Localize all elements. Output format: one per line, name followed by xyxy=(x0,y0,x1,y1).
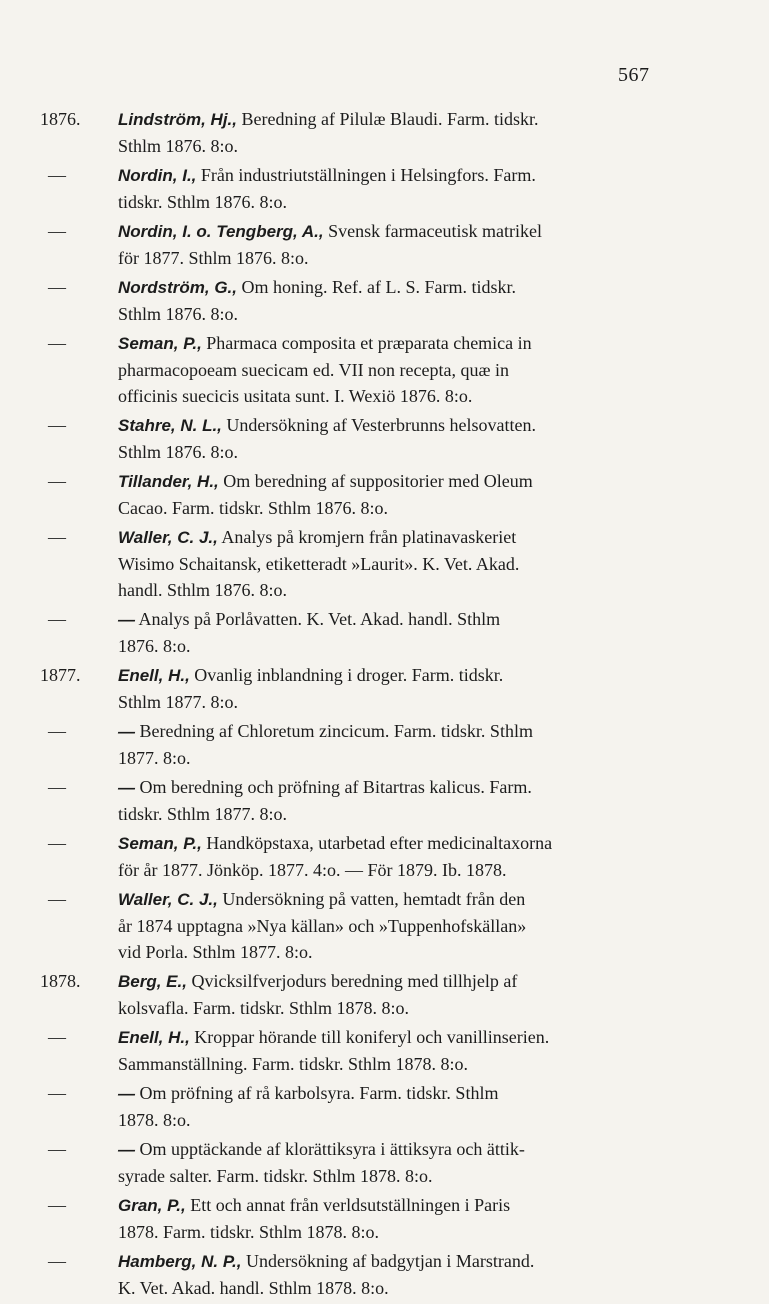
entry-author: Waller, C. J., xyxy=(118,890,218,909)
ditto-dash: — xyxy=(48,721,66,741)
bibliography-entry xyxy=(0,718,769,771)
entry-text: Om upptäckande af klorättiksyra i ättiksyra och ättik- xyxy=(139,1139,525,1159)
entry-year: 1876. xyxy=(40,109,81,129)
entry-line xyxy=(118,801,718,827)
entry-text: Om beredning af suppositorier med Oleum xyxy=(223,471,533,491)
entry-author: Lindström, Hj., xyxy=(118,110,237,129)
entry-line xyxy=(118,412,718,439)
entry-text: Undersökning på vatten, hemtadt från den xyxy=(222,889,526,909)
entry-body xyxy=(118,1080,718,1133)
entry-text: Undersökning af Vesterbrunns helsovatten. xyxy=(226,415,537,435)
entry-body xyxy=(118,1248,718,1301)
entry-line xyxy=(118,383,718,409)
entry-body xyxy=(118,606,718,659)
entry-body xyxy=(118,412,718,465)
entry-author: Seman, P., xyxy=(118,334,202,353)
entry-line xyxy=(118,718,718,745)
entry-text: Analys på kromjern från platinavaskeriet xyxy=(221,527,517,547)
entry-text: 1877. 8:o. xyxy=(118,748,191,768)
entry-line xyxy=(118,1192,718,1219)
entry-text: handl. Sthlm 1876. 8:o. xyxy=(118,580,288,600)
entry-line xyxy=(118,633,718,659)
entry-author: — xyxy=(118,1140,135,1159)
entry-line xyxy=(118,133,718,159)
entry-text: 1878. 8:o. xyxy=(118,1110,191,1130)
entry-author: Nordin, I. o. Tengberg, A., xyxy=(118,222,324,241)
entry-text: Analys på Porlåvatten. K. Vet. Akad. handl. Sthlm xyxy=(138,609,501,629)
entry-text: Svensk farmaceutisk matrikel xyxy=(328,221,543,241)
ditto-dash: — xyxy=(48,833,66,853)
entry-text: kolsvafla. Farm. tidskr. Sthlm 1878. 8:o. xyxy=(118,998,409,1018)
entry-line xyxy=(118,913,718,939)
bibliography-list xyxy=(0,106,769,1304)
entry-line xyxy=(118,995,718,1021)
entry-text: Cacao. Farm. tidskr. Sthlm 1876. 8:o. xyxy=(118,498,388,518)
bibliography-entry xyxy=(0,1080,769,1133)
entry-line xyxy=(118,495,718,521)
entry-text: för 1877. Sthlm 1876. 8:o. xyxy=(118,248,309,268)
entry-body xyxy=(118,330,718,409)
entry-body xyxy=(118,1192,718,1245)
entry-body xyxy=(118,830,718,883)
ditto-dash: — xyxy=(48,333,66,353)
entry-body xyxy=(118,106,718,159)
entry-author: — xyxy=(118,1084,135,1103)
entry-line xyxy=(118,662,718,689)
entry-author: Enell, H., xyxy=(118,1028,190,1047)
entry-author: Seman, P., xyxy=(118,834,202,853)
ditto-dash: — xyxy=(48,1251,66,1271)
ditto-dash: — xyxy=(48,471,66,491)
entry-line xyxy=(118,274,718,301)
entry-author: Waller, C. J., xyxy=(118,528,218,547)
entry-line xyxy=(118,218,718,245)
entry-author: Berg, E., xyxy=(118,972,187,991)
entry-body xyxy=(118,1136,718,1189)
entry-body xyxy=(118,524,718,603)
entry-text: officinis suecicis usitata sunt. I. Wexiö 1876. 8:o. xyxy=(118,386,473,406)
entry-text: Beredning af Chloretum zincicum. Farm. tidskr. Sthlm xyxy=(139,721,533,741)
entry-body xyxy=(118,274,718,327)
entry-line xyxy=(118,939,718,965)
entry-text: Pharmaca composita et præparata chemica in xyxy=(206,333,532,353)
bibliography-entry xyxy=(0,412,769,465)
ditto-dash: — xyxy=(48,1139,66,1159)
entry-line xyxy=(118,1275,718,1301)
entry-line xyxy=(118,301,718,327)
ditto-dash: — xyxy=(48,609,66,629)
entry-text: Ett och annat från verldsutställningen i Paris xyxy=(190,1195,511,1215)
ditto-dash: — xyxy=(48,777,66,797)
ditto-dash: — xyxy=(48,277,66,297)
bibliography-entry xyxy=(0,218,769,271)
entry-line xyxy=(118,1080,718,1107)
bibliography-entry xyxy=(0,274,769,327)
entry-author: Nordström, G., xyxy=(118,278,238,297)
bibliography-entry xyxy=(0,468,769,521)
entry-line xyxy=(118,745,718,771)
entry-text: Qvicksilfverjodurs beredning med tillhjelp af xyxy=(191,971,518,991)
entry-text: Undersökning af badgytjan i Marstrand. xyxy=(245,1251,535,1271)
entry-line xyxy=(118,968,718,995)
ditto-dash: — xyxy=(48,1083,66,1103)
entry-line xyxy=(118,1136,718,1163)
bibliography-entry xyxy=(0,524,769,603)
entry-author: — xyxy=(118,722,135,741)
bibliography-entry xyxy=(0,886,769,965)
entry-line xyxy=(118,606,718,633)
entry-text: Om honing. Ref. af L. S. Farm. tidskr. xyxy=(241,277,516,297)
entry-year: 1878. xyxy=(40,971,81,991)
bibliography-entry xyxy=(0,162,769,215)
entry-body xyxy=(118,662,718,715)
entry-text: tidskr. Sthlm 1876. 8:o. xyxy=(118,192,288,212)
ditto-dash: — xyxy=(48,889,66,909)
bibliography-entry xyxy=(0,774,769,827)
bibliography-entry xyxy=(0,968,769,1021)
entry-author: — xyxy=(118,610,135,629)
entry-text: Kroppar hörande till koniferyl och vanillinserien. xyxy=(194,1027,550,1047)
entry-text: för år 1877. Jönköp. 1877. 4:o. — För 1879. Ib. 1878. xyxy=(118,860,507,880)
entry-year: 1877. xyxy=(40,665,81,685)
entry-line xyxy=(118,857,718,883)
entry-text: Beredning af Pilulæ Blaudi. Farm. tidskr. xyxy=(241,109,539,129)
entry-line xyxy=(118,1163,718,1189)
entry-text: tidskr. Sthlm 1877. 8:o. xyxy=(118,804,288,824)
entry-line xyxy=(118,162,718,189)
entry-line xyxy=(118,468,718,495)
entry-line xyxy=(118,189,718,215)
entry-line xyxy=(118,886,718,913)
bibliography-entry xyxy=(0,106,769,159)
ditto-dash: — xyxy=(48,1027,66,1047)
entry-text: K. Vet. Akad. handl. Sthlm 1878. 8:o. xyxy=(118,1278,389,1298)
entry-body xyxy=(118,774,718,827)
entry-text: Wisimo Schaitansk, etiketteradt »Laurit». K. Vet. Akad. xyxy=(118,554,520,574)
entry-body xyxy=(118,468,718,521)
entry-line xyxy=(118,1024,718,1051)
entry-line xyxy=(118,357,718,383)
entry-text: Handköpstaxa, utarbetad efter medicinaltaxorna xyxy=(206,833,553,853)
entry-author: — xyxy=(118,778,135,797)
entry-text: Om beredning och pröfning af Bitartras kalicus. Farm. xyxy=(139,777,532,797)
page-number: 567 xyxy=(618,64,650,86)
entry-text: syrade salter. Farm. tidskr. Sthlm 1878. 8:o. xyxy=(118,1166,433,1186)
entry-text: Sthlm 1876. 8:o. xyxy=(118,442,239,462)
bibliography-entry xyxy=(0,662,769,715)
bibliography-entry xyxy=(0,830,769,883)
entry-body xyxy=(118,1024,718,1077)
entry-line xyxy=(118,830,718,857)
ditto-dash: — xyxy=(48,221,66,241)
entry-author: Nordin, I., xyxy=(118,166,197,185)
entry-body xyxy=(118,886,718,965)
entry-line xyxy=(118,1051,718,1077)
entry-text: vid Porla. Sthlm 1877. 8:o. xyxy=(118,942,313,962)
entry-line xyxy=(118,106,718,133)
entry-body xyxy=(118,218,718,271)
bibliography-entry xyxy=(0,606,769,659)
entry-author: Tillander, H., xyxy=(118,472,219,491)
entry-line xyxy=(118,1219,718,1245)
entry-text: Sthlm 1876. 8:o. xyxy=(118,136,239,156)
bibliography-entry xyxy=(0,1192,769,1245)
entry-text: 1876. 8:o. xyxy=(118,636,191,656)
entry-text: Om pröfning af rå karbolsyra. Farm. tidskr. Sthlm xyxy=(139,1083,499,1103)
entry-author: Gran, P., xyxy=(118,1196,186,1215)
entry-line xyxy=(118,577,718,603)
entry-line xyxy=(118,245,718,271)
entry-text: Från industriutställningen i Helsingfors. Farm. xyxy=(200,165,536,185)
entry-text: pharmacopoeam suecicam ed. VII non recepta, quæ in xyxy=(118,360,510,380)
entry-author: Enell, H., xyxy=(118,666,190,685)
bibliography-entry xyxy=(0,330,769,409)
entry-line xyxy=(118,1248,718,1275)
entry-line xyxy=(118,330,718,357)
ditto-dash: — xyxy=(48,1195,66,1215)
bibliography-entry xyxy=(0,1024,769,1077)
bibliography-entry xyxy=(0,1136,769,1189)
ditto-dash: — xyxy=(48,165,66,185)
entry-line xyxy=(118,774,718,801)
entry-body xyxy=(118,718,718,771)
entry-line xyxy=(118,439,718,465)
entry-line xyxy=(118,551,718,577)
entry-body xyxy=(118,162,718,215)
entry-text: år 1874 upptagna »Nya källan» och »Tuppenhofskällan» xyxy=(118,916,527,936)
entry-text: Sthlm 1877. 8:o. xyxy=(118,692,239,712)
entry-text: Sthlm 1876. 8:o. xyxy=(118,304,239,324)
entry-text: Sammanställning. Farm. tidskr. Sthlm 1878. 8:o. xyxy=(118,1054,469,1074)
entry-author: Stahre, N. L., xyxy=(118,416,222,435)
entry-body xyxy=(118,968,718,1021)
entry-line xyxy=(118,689,718,715)
entry-author: Hamberg, N. P., xyxy=(118,1252,242,1271)
ditto-dash: — xyxy=(48,527,66,547)
entry-text: Ovanlig inblandning i droger. Farm. tidskr. xyxy=(194,665,504,685)
bibliography-entry xyxy=(0,1248,769,1301)
entry-text: 1878. Farm. tidskr. Sthlm 1878. 8:o. xyxy=(118,1222,380,1242)
entry-line xyxy=(118,1107,718,1133)
entry-line xyxy=(118,524,718,551)
ditto-dash: — xyxy=(48,415,66,435)
